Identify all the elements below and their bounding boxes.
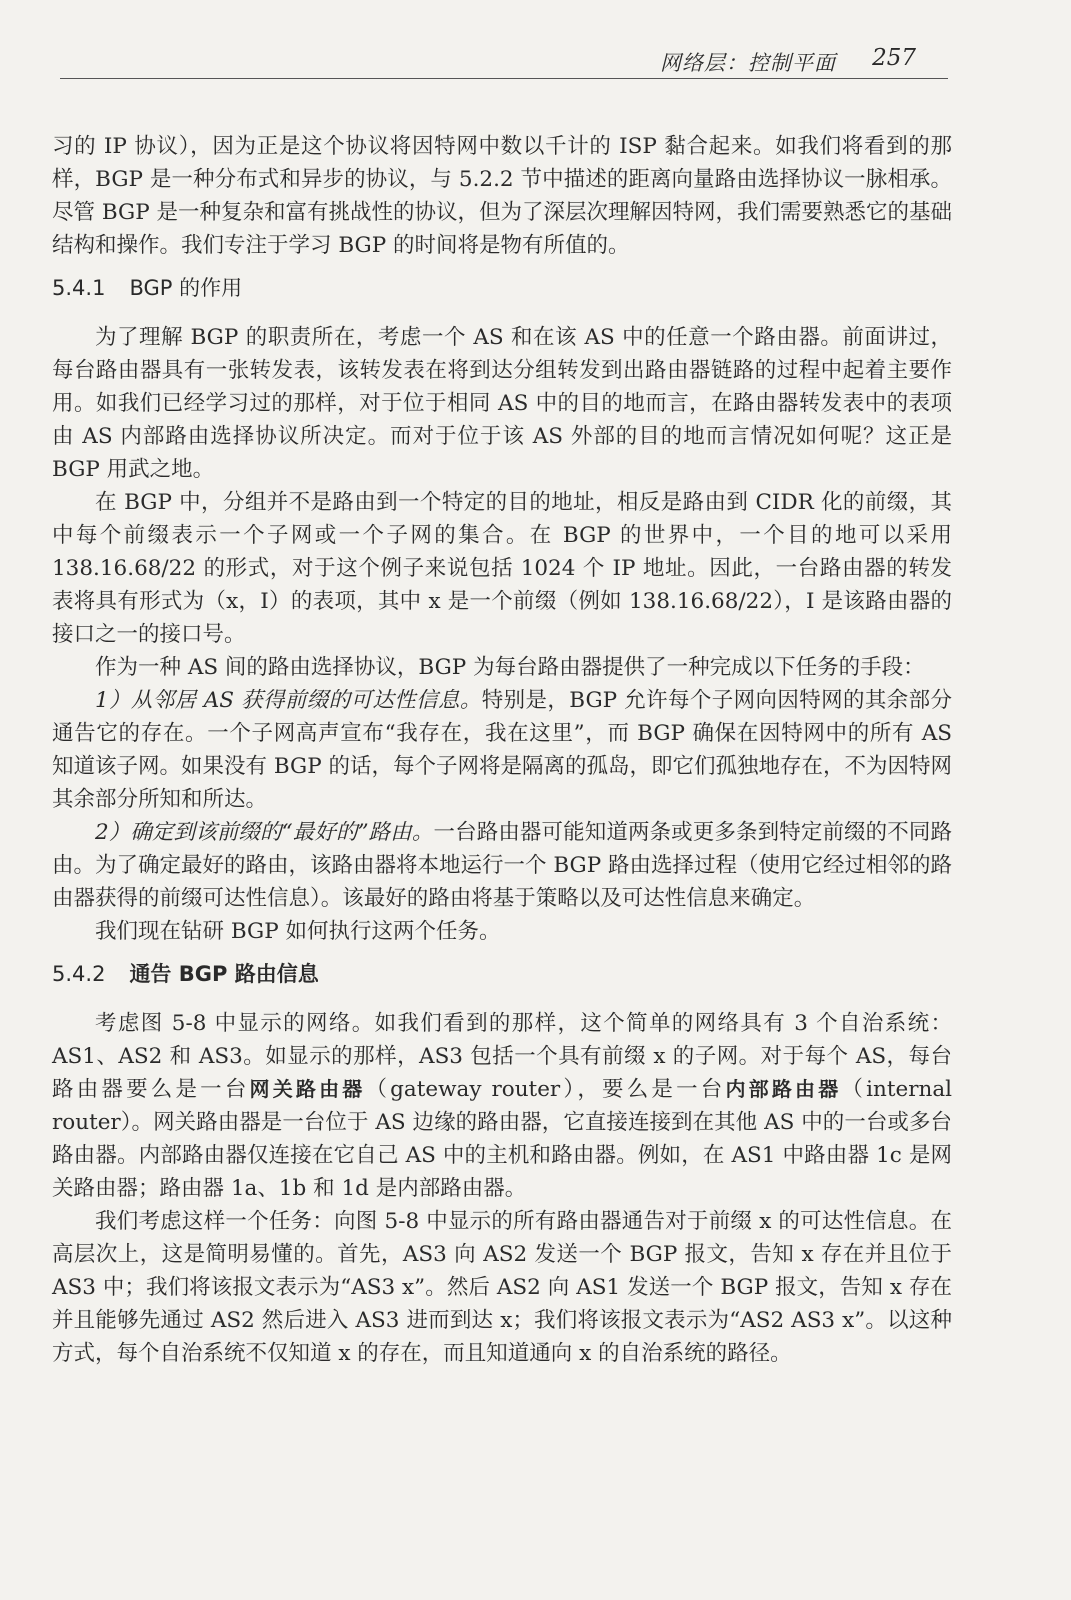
section-heading-5-4-1 [52,272,952,305]
list-item-2 [52,816,952,915]
section-number: 5.4.1 [52,276,106,300]
list-item-1 [52,684,952,816]
list-item-lead: 1）从邻居 AS 获得前缀的可达性信息。 [95,688,482,713]
paragraph: 为了理解 BGP 的职责所在，考虑一个 AS 和在该 AS 中的任意一个路由器。前面讲过，每台路由器具有一张转发表，该转发表在将到达分组转发到出路由器链路的过程中起着主要作用。如我们已经学习过的那样，对于位于相同 AS 中的目的地而言，在路由器转发表中的表项由 AS 内部路由选择协议所决定。而对于位于该 AS 外部的目的地而言情况如何呢？这正是 BGP 用武之地。 [52,325,952,482]
text-run: （internal router）。网关路由器是一台位于 AS 边缘的路由器，它直接连接到在其他 AS 中的一台或多台路由器。内部路由器仅连接在它自己 AS 中的主机和路由器。例如，在 AS1 中路由器 1c 是网关路由器；路由器 1a、1b 和 1d 是内部路由器。 [52,1077,953,1201]
paragraph [52,1007,952,1205]
page-number: 257 [872,45,916,71]
paragraph-intro: 习的 IP 协议），因为正是这个协议将因特网中数以千计的 ISP 黏合起来。如我们将看到的那样，BGP 是一种分布式和异步的协议，与 5.2.2 节中描述的距离向量路由选择协议一脉相承。尽管 BGP 是一种复杂和富有挑战性的协议，但为了深层次理解因特网，我们需要熟悉它的基础结构和操作。我们专注于学习 BGP 的时间将是物有所值的。 [52,134,953,258]
paragraph: 作为一种 AS 间的路由选择协议，BGP 为每台路由器提供了一种完成以下任务的手段： [95,655,925,680]
paragraph: 我们现在钻研 BGP 如何执行这两个任务。 [95,919,501,944]
term-internal-router: 内部路由器 [725,1077,842,1101]
chapter-title: 网络层：控制平面 [660,51,836,75]
section-heading-5-4-2 [52,958,952,991]
list-item-lead: 2）确定到该前缀的“最好的”路由。 [95,820,434,845]
page-body [52,130,952,1370]
text-run: 考虑图 5-8 中显示的网络。如我们看到的那样，这个简单的网络具有 3 个自治系统：AS1、AS2 和 AS3。如显示的那样，AS3 包括一个具有前缀 x 的子网。对于每个 AS，每台路由器要么是一台 [52,1011,952,1102]
text-run: （gateway router），要么是一台 [365,1077,726,1102]
paragraph: 在 BGP 中，分组并不是路由到一个特定的目的地址，相反是路由到 CIDR 化的前缀，其中每个前缀表示一个子网或一个子网的集合。在 BGP 的世界中，一个目的地可以采用 138.16.68/22 的形式，对于这个例子来说包括 1024 个 IP 地址。因此，一台路由器的转发表将具有形式为（x，I）的表项，其中 x 是一个前缀（例如 138.16.68/22），I 是该路由器的接口之一的接口号。 [52,490,952,647]
section-number: 5.4.2 [52,962,106,986]
section-title: BGP 的作用 [129,276,243,300]
term-gateway-router: 网关路由器 [249,1077,366,1101]
running-header [60,44,948,79]
list-item-text: 一台路由器可能知道两条或更多条到特定前缀的不同路由。为了确定最好的路由，该路由器将本地运行一个 BGP 路由选择过程（使用它经过相邻的路由器获得的前缀可达性信息）。该最好的路由将基于策略以及可达性信息来确定。 [52,820,953,911]
list-item-text: 特别是，BGP 允许每个子网向因特网的其余部分通告它的存在。一个子网高声宣布“我存在，我在这里”，而 BGP 确保在因特网中的所有 AS 知道该子网。如果没有 BGP 的话，每个子网将是隔离的孤岛，即它们孤独地存在，不为因特网其余部分所知和所达。 [52,688,953,812]
section-title: 通告 BGP 路由信息 [129,962,319,986]
paragraph: 我们考虑这样一个任务：向图 5-8 中显示的所有路由器通告对于前缀 x 的可达性信息。在高层次上，这是简明易懂的。首先，AS3 向 AS2 发送一个 BGP 报文，告知 x 存在并且位于 AS3 中；我们将该报文表示为“AS3 x”。然后 AS2 向 AS1 发送一个 BGP 报文，告知 x 存在并且能够先通过 AS2 然后进入 AS3 进而到达 x；我们将该报文表示为“AS2 AS3 x”。以这种方式，每个自治系统不仅知道 x 的存在，而且知道通向 x 的自治系统的路径。 [52,1209,952,1366]
